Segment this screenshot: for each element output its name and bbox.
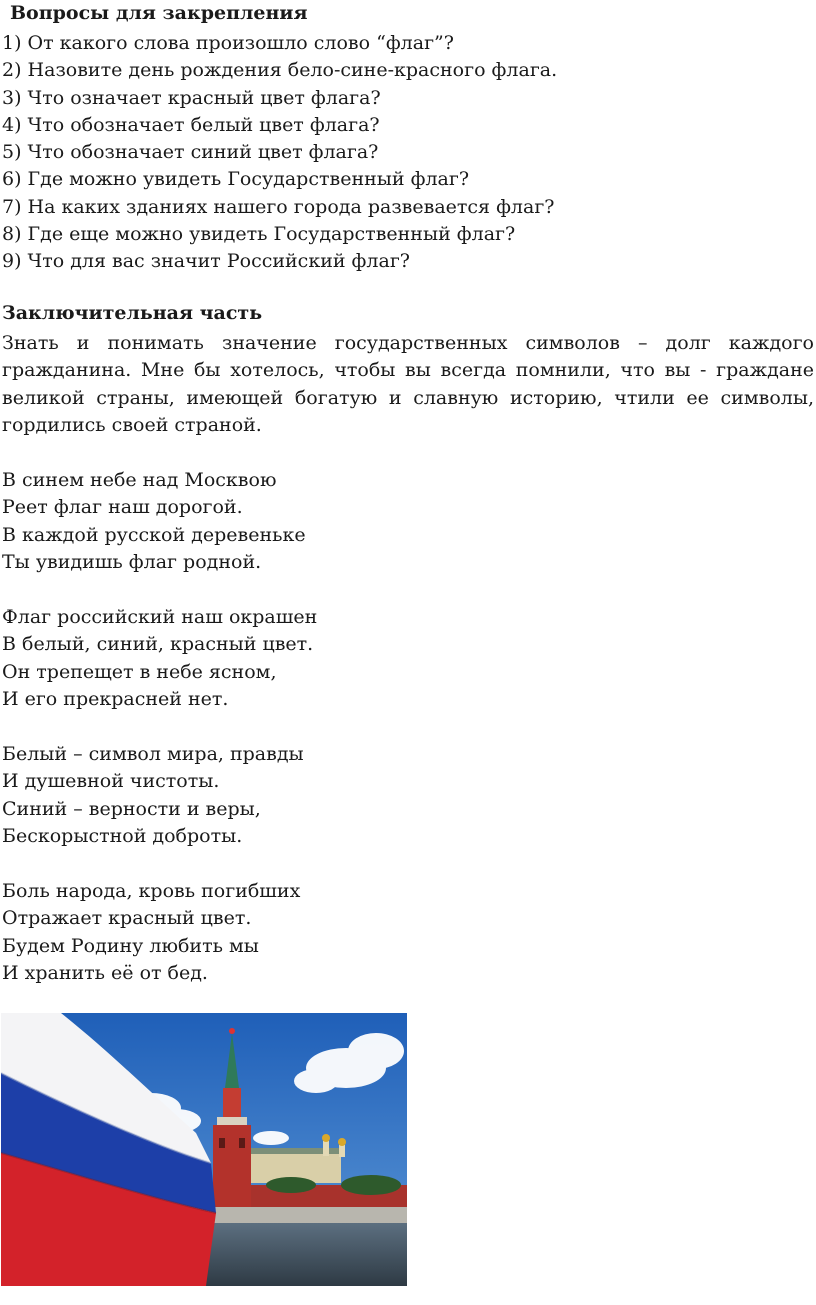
poem-stanza [2,604,317,713]
poem-line: Синий – верности и веры, [2,797,261,820]
question-item: 3) Что означает красный цвет флага? [2,86,381,109]
river [191,1223,407,1286]
poem-stanza [2,878,300,987]
poem-line: Белый – символ мира, правды [2,743,304,765]
poem-line: В каждой русской деревеньке [2,523,306,546]
poem-line: Бескорыстной доброты. [2,824,243,847]
poem-line: Он трепещет в небе ясном, [2,660,277,683]
question-item: 4) Что обозначает белый цвет флага? [2,113,380,136]
question-item: 7) На каких зданиях нашего города развевается флаг? [2,195,555,218]
poem-line: Будем Родину любить мы [2,934,259,957]
flag-kremlin-photo [1,1013,407,1286]
questions-list [2,30,557,276]
poem-line: Ты увидишь флаг родной. [2,550,262,573]
final-paragraph: Знать и понимать значение государственных символов – долг каждого гражданина. Мне бы хотелось, чтобы вы всегда помнили, что вы - граждане великой страны, имеющей богатую и славную историю, чтили ее символы, гордились своей страной. [2,332,814,436]
poem-line: Флаг российский наш окрашен [2,606,318,628]
poem-stanza [2,467,306,576]
question-item: 8) Где еще можно увидеть Государственный флаг? [2,223,516,246]
photo-illustration [1,1013,407,1286]
poem-line: В белый, синий, красный цвет. [2,633,314,656]
embankment [191,1207,407,1223]
question-item: 1) От какого слова произошло слово “флаг”? [2,32,454,54]
poem-line: И душевной чистоты. [2,770,220,793]
question-item: 2) Назовите день рождения бело-сине-красного флага. [2,59,558,82]
question-item: 5) Что обозначает синий цвет флага? [2,141,379,164]
question-item: 6) Где можно увидеть Государственный флаг? [2,168,470,191]
final-part-heading: Заключительная часть [2,302,263,324]
question-item: 9) Что для вас значит Российский флаг? [2,250,410,273]
poem-line: Реет флаг наш дорогой. [2,496,243,519]
poem-line: И хранить её от бед. [2,961,208,984]
poem-line: Боль народа, кровь погибших [2,880,301,902]
poem-line: Отражает красный цвет. [2,907,252,930]
questions-heading: Вопросы для закрепления [10,2,308,24]
poem-stanza [2,741,304,850]
poem-line: И его прекрасней нет. [2,687,229,710]
poem-line: В синем небе над Москвою [2,469,277,491]
